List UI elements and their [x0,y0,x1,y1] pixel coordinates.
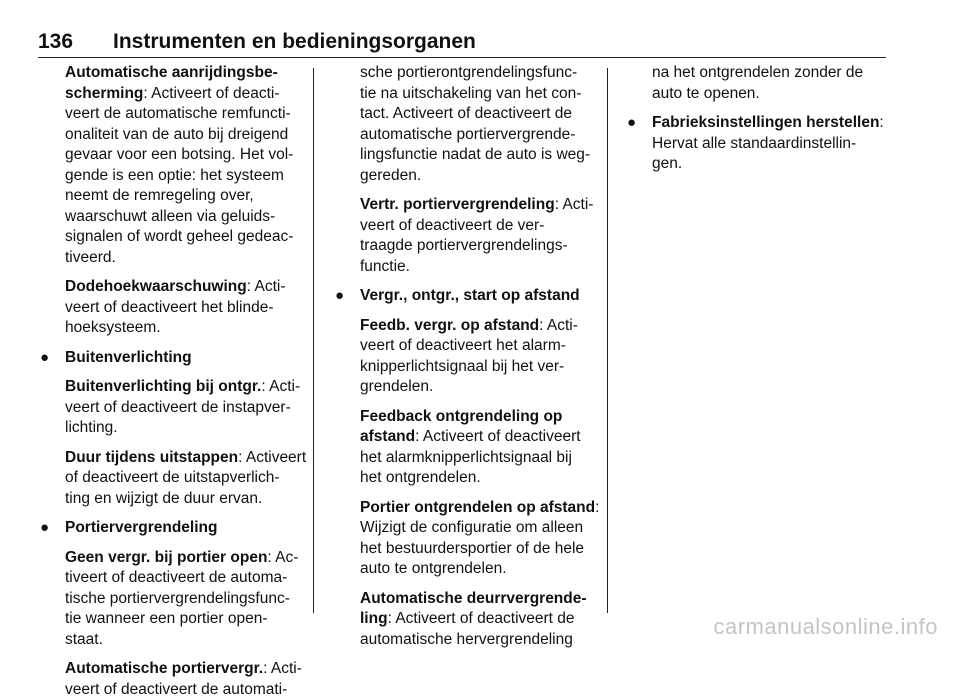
text-line [38,277,306,298]
body-text: veert of deactiveert de automati- [65,681,287,698]
text-line [333,609,595,630]
body-text: : Acti- [539,317,578,334]
text-line [333,195,595,216]
bullet-icon: ● [40,348,49,369]
body-text: lichting. [65,419,118,436]
body-text: tact. Activeert of deactiveert de [360,105,572,122]
body-text: veert of deactiveert het blinde- [65,299,274,316]
bullet-heading-line [38,518,306,539]
body-text: : [879,114,883,131]
bullet-icon: ● [335,286,344,307]
body-text: : Acti- [263,660,302,677]
text-line [333,236,595,257]
text-line [625,154,887,175]
body-text: tische portiervergrendelingsfunc- [65,590,290,607]
text-line [333,539,595,560]
text-line [333,377,595,398]
body-text: het alarmknipperlichtsignaal bij [360,449,572,466]
header-divider [38,57,886,58]
setting-name: Duur tijdens uitstappen [65,449,238,466]
body-text: gende is een optie: het systeem [65,167,284,184]
body-text: Hervat alle standaardinstellin- [652,135,856,152]
setting-name: Portiervergrendeling [65,519,217,536]
paragraph-gap [333,277,595,286]
body-text: auto te openen. [652,85,760,102]
text-line [38,377,306,398]
body-text: : Activeert of deacti- [143,85,279,102]
paragraph-gap [38,439,306,448]
text-line [333,427,595,448]
body-text: of deactiveert de uitstapverlich- [65,469,280,486]
text-line [38,84,306,105]
text-line [38,104,306,125]
text-line [333,468,595,489]
text-line [38,659,306,680]
text-line [38,227,306,248]
body-text: hoeksysteem. [65,319,161,336]
body-text: het ontgrendelen. [360,469,481,486]
setting-name: Buitenverlichting [65,349,192,366]
text-column-3 [625,63,887,175]
text-line [333,216,595,237]
setting-name: Automatische portiervergr. [65,660,263,677]
page-title: Instrumenten en bedieningsorganen [113,30,476,54]
text-line [38,548,306,569]
bullet-heading-line [625,113,887,134]
body-text: gen. [652,155,682,172]
text-line [38,207,306,228]
paragraph-gap [38,539,306,548]
bullet-icon: ● [40,518,49,539]
paragraph-gap [38,650,306,659]
body-text: grendelen. [360,378,433,395]
text-line [38,298,306,319]
text-line [38,186,306,207]
text-line [333,498,595,519]
paragraph-gap [333,186,595,195]
body-text: lingsfunctie nadat de auto is weg- [360,146,590,163]
body-text: : Acti- [261,378,300,395]
body-text: functie. [360,258,410,275]
setting-name: Vertr. portiervergrendeling [360,196,555,213]
setting-name: Portier ontgrendelen op afstand [360,499,595,516]
text-line [333,357,595,378]
text-line [625,63,887,84]
body-text: sche portierontgrendelingsfunc- [360,64,577,81]
body-text: tiveerd. [65,249,116,266]
body-text: neemt de remregeling over, [65,187,254,204]
text-line [333,166,595,187]
setting-name: Fabrieksinstellingen herstellen [652,114,879,131]
text-line [333,448,595,469]
paragraph-gap [38,509,306,518]
text-line [333,316,595,337]
text-line [333,257,595,278]
body-text: gevaar voor een botsing. Het vol- [65,146,293,163]
text-line [38,489,306,510]
text-line [38,630,306,651]
page-number: 136 [38,30,73,54]
bullet-icon: ● [627,113,636,134]
text-line [38,248,306,269]
text-line [333,518,595,539]
text-line [333,336,595,357]
text-line [38,63,306,84]
text-line [38,468,306,489]
watermark: carmanualsonline.info [713,614,938,640]
setting-name: afstand [360,428,415,445]
paragraph-gap [38,339,306,348]
bullet-heading-line [38,348,306,369]
text-line [38,448,306,469]
text-line [38,145,306,166]
text-column-2 [333,63,595,650]
column-divider [313,68,314,613]
text-line [333,84,595,105]
text-line [333,589,595,610]
body-text: automatische portiervergrende- [360,126,575,143]
body-text: veert of deactiveert de ver- [360,217,544,234]
paragraph-gap [333,398,595,407]
body-text: veert of deactiveert het alarm- [360,337,566,354]
text-line [625,84,887,105]
body-text: na het ontgrendelen zonder de [652,64,863,81]
text-line [38,418,306,439]
setting-name: Geen vergr. bij portier open [65,549,267,566]
body-text: knipperlichtsignaal bij het ver- [360,358,564,375]
setting-name: Vergr., ontgr., start op afstand [360,287,580,304]
body-text: het bestuurdersportier of de hele [360,540,584,557]
text-line [38,166,306,187]
body-text: tie na uitschakeling van het con- [360,85,581,102]
paragraph-gap [625,104,887,113]
text-line [38,318,306,339]
paragraph-gap [333,580,595,589]
body-text: : Ac- [267,549,298,566]
text-line [38,398,306,419]
body-text: : Acti- [247,278,286,295]
bullet-heading-line [333,286,595,307]
text-line [333,630,595,651]
body-text: : [595,499,599,516]
body-text: : Activeert [238,449,306,466]
paragraph-gap [333,489,595,498]
text-line [333,559,595,580]
body-text: traagde portiervergrendelings- [360,237,568,254]
body-text: staat. [65,631,103,648]
text-line [38,680,306,700]
text-line [333,104,595,125]
body-text: auto te ontgrendelen. [360,560,507,577]
text-line [38,125,306,146]
paragraph-gap [333,307,595,316]
text-line [38,609,306,630]
text-line [38,568,306,589]
setting-name: Buitenverlichting bij ontgr. [65,378,261,395]
text-line [333,63,595,84]
body-text: waarschuwt alleen via geluids- [65,208,275,225]
body-text: : Acti- [555,196,594,213]
text-line [625,134,887,155]
body-text: signalen of wordt geheel gedeac- [65,228,293,245]
text-line [333,145,595,166]
text-line [38,589,306,610]
body-text: : Activeert of deactiveert [415,428,580,445]
paragraph-gap [38,368,306,377]
setting-name: Automatische aanrijdingsbe- [65,64,278,81]
text-column-1 [38,63,306,700]
setting-name: ling [360,610,388,627]
text-line [333,407,595,428]
body-text: Wijzigt de configuratie om alleen [360,519,583,536]
paragraph-gap [38,268,306,277]
text-line [333,125,595,146]
body-text: veert de automatische remfuncti- [65,105,291,122]
setting-name: Automatische deurrvergrende- [360,590,587,607]
setting-name: Feedback ontgrendeling op [360,408,562,425]
body-text: automatische hervergrendeling [360,631,573,648]
body-text: : Activeert of deactiveert de [388,610,575,627]
column-divider [607,68,608,613]
body-text: tiveert of deactiveert de automa- [65,569,287,586]
setting-name: Dodehoekwaarschuwing [65,278,247,295]
setting-name: scherming [65,85,143,102]
setting-name: Feedb. vergr. op afstand [360,317,539,334]
body-text: onaliteit van de auto bij dreigend [65,126,288,143]
body-text: veert of deactiveert de instapver- [65,399,291,416]
body-text: tie wanneer een portier open- [65,610,268,627]
body-text: ting en wijzigt de duur ervan. [65,490,262,507]
body-text: gereden. [360,167,421,184]
